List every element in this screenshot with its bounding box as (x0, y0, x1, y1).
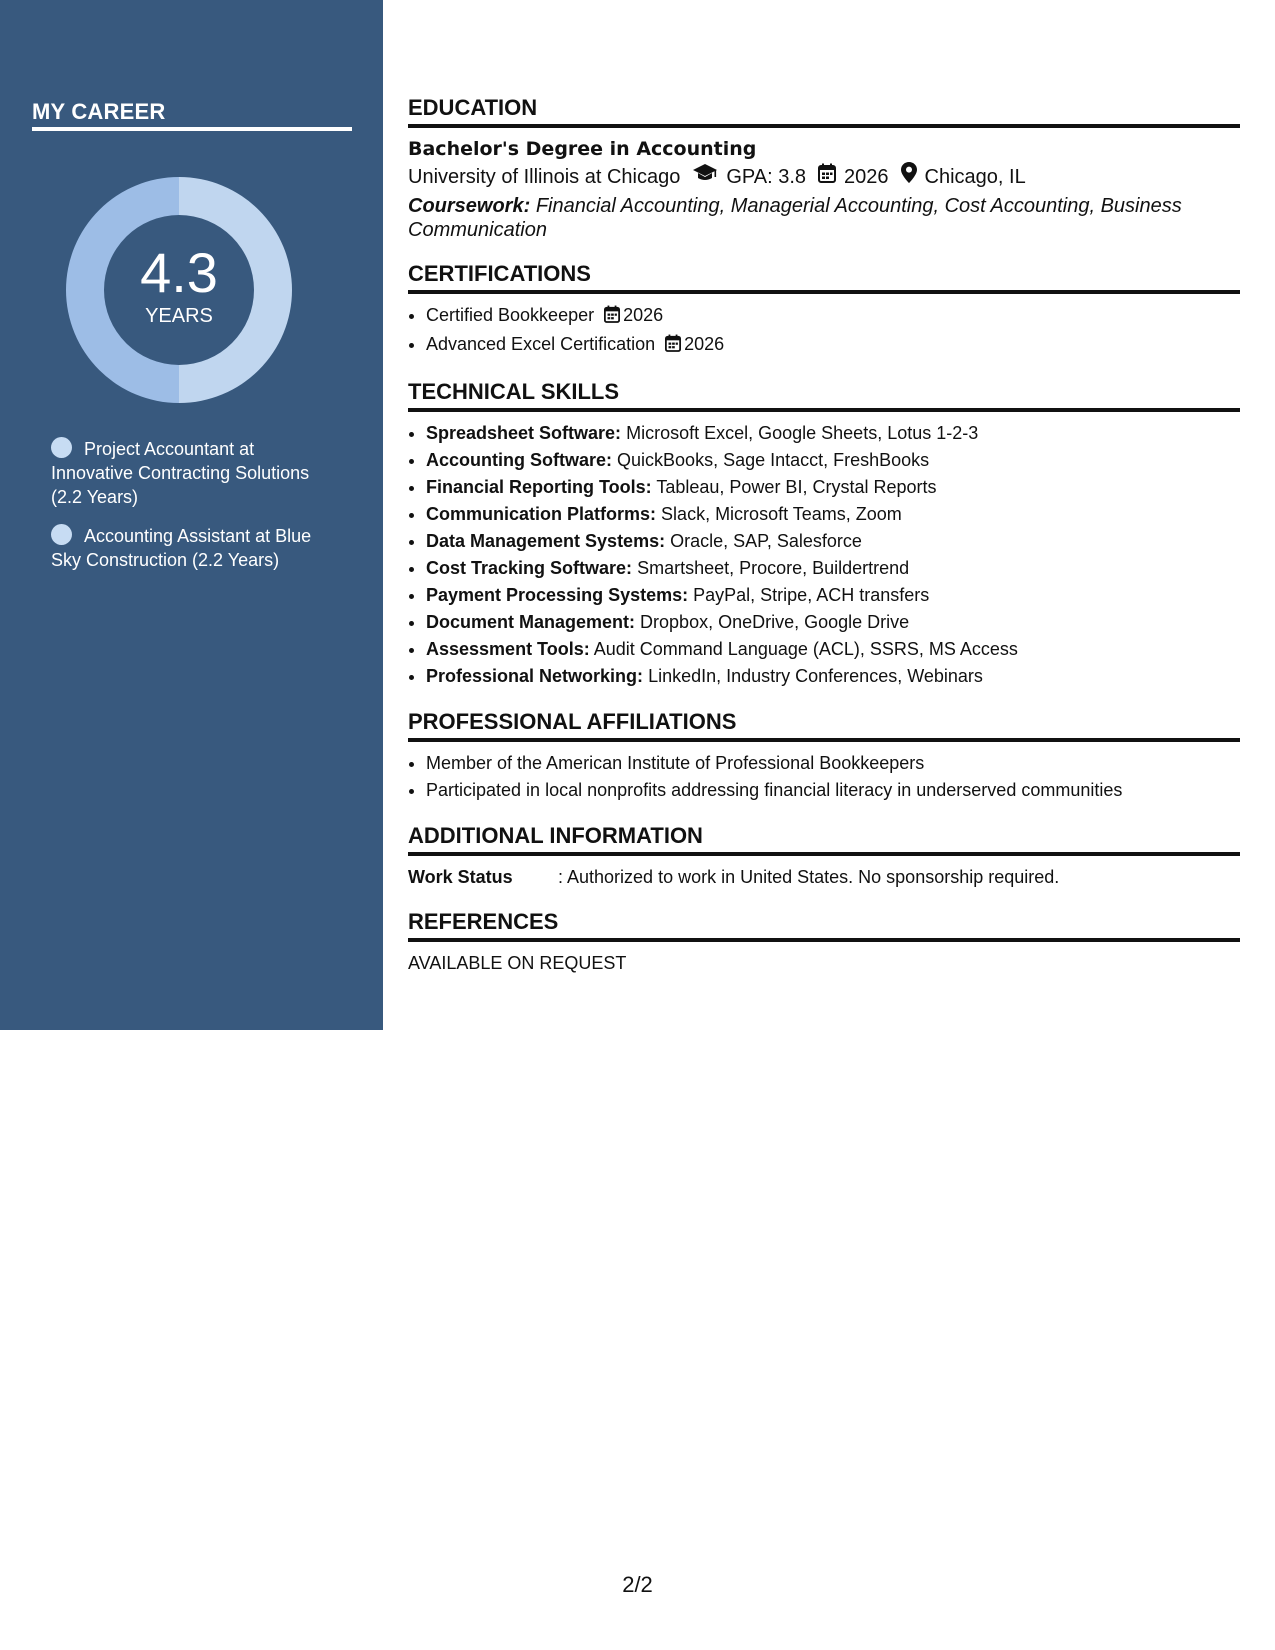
coursework (408, 194, 1240, 242)
main-content (408, 94, 1240, 994)
skill-label: Data Management Systems: (426, 531, 666, 551)
references-text: AVAILABLE ON REQUEST (408, 953, 627, 973)
graduation-year: 2026 (844, 166, 889, 188)
skill-label: Financial Reporting Tools: (426, 477, 652, 497)
certifications-title: CERTIFICATIONS (408, 260, 1240, 294)
list-item (426, 582, 1240, 609)
education-title: EDUCATION (408, 94, 1240, 128)
cert-name: Advanced Excel Certification (426, 334, 656, 354)
calendar-icon (665, 333, 681, 360)
degree-title: Bachelor's Degree in Accounting (408, 138, 757, 160)
skill-label: Spreadsheet Software: (426, 423, 622, 443)
gpa: GPA: 3.8 (726, 166, 807, 188)
career-item-text: Accounting Assistant at Blue Sky Construction (2.2 Years) (51, 526, 312, 570)
map-pin-icon (901, 162, 917, 192)
skill-value: LinkedIn, Industry Conferences, Webinars (648, 666, 983, 686)
skill-value: PayPal, Stripe, ACH transfers (693, 585, 930, 605)
additional-title: ADDITIONAL INFORMATION (408, 822, 1240, 856)
list-item (426, 331, 1240, 360)
skill-value: Smartsheet, Procore, Buildertrend (637, 558, 910, 578)
skills-list (408, 420, 1240, 690)
list-item (426, 663, 1240, 690)
graduation-cap-icon (692, 162, 718, 192)
list-item (426, 501, 1240, 528)
work-status-row (408, 864, 1240, 890)
skill-label: Assessment Tools: (426, 639, 590, 659)
list-item (426, 420, 1240, 447)
skill-value: Microsoft Excel, Google Sheets, Lotus 1-2-3 (626, 423, 979, 443)
sidebar (0, 0, 383, 1030)
career-dot-icon (51, 524, 72, 545)
skill-value: QuickBooks, Sage Intacct, FreshBooks (617, 450, 930, 470)
certifications-list (408, 302, 1240, 360)
list-item (426, 447, 1240, 474)
education-section (408, 94, 1240, 242)
skill-value: Oracle, SAP, Salesforce (670, 531, 862, 551)
references-title: REFERENCES (408, 908, 1240, 942)
skill-label: Professional Networking: (426, 666, 644, 686)
career-list (51, 437, 341, 587)
list-item (426, 528, 1240, 555)
list-item (426, 609, 1240, 636)
skills-title: TECHNICAL SKILLS (408, 378, 1240, 412)
skill-label: Accounting Software: (426, 450, 613, 470)
skill-value: Dropbox, OneDrive, Google Drive (640, 612, 910, 632)
additional-section (408, 822, 1240, 890)
list-item: • Participated in local nonprofits addressing financial literacy in underserved communities (426, 777, 1240, 804)
references-section (408, 908, 1240, 976)
skill-value: Slack, Microsoft Teams, Zoom (661, 504, 902, 524)
sidebar-heading: MY CAREER (32, 99, 352, 131)
cert-name: Certified Bookkeeper (426, 305, 595, 325)
career-donut (66, 177, 292, 403)
calendar-icon (818, 162, 836, 192)
skill-label: Document Management: (426, 612, 636, 632)
affiliations-section (408, 708, 1240, 804)
work-status-label: Work Status (408, 867, 513, 887)
work-status-value: : Authorized to work in United States. No sponsorship required. (558, 867, 1060, 887)
career-item (51, 524, 341, 572)
coursework-text: Financial Accounting, Managerial Accounting, Cost Accounting, Business Communication (408, 195, 1182, 241)
calendar-icon (604, 304, 620, 331)
affiliations-list (408, 750, 1240, 804)
skill-label: Payment Processing Systems: (426, 585, 689, 605)
affiliations-title: PROFESSIONAL AFFILIATIONS (408, 708, 1240, 742)
list-item: • Member of the American Institute of Professional Bookkeepers (426, 750, 1240, 777)
career-dot-icon (51, 437, 72, 458)
donut-center (66, 177, 292, 403)
education-details (408, 162, 1240, 192)
list-item (426, 555, 1240, 582)
skills-section (408, 378, 1240, 690)
cert-year: 2026 (623, 305, 664, 325)
career-item (51, 437, 341, 509)
cert-year: 2026 (684, 334, 725, 354)
school-name: University of Illinois at Chicago (408, 166, 681, 188)
skill-label: Communication Platforms: (426, 504, 657, 524)
career-item-text: Project Accountant at Innovative Contracting Solutions (2.2 Years) (51, 439, 310, 507)
total-years-value: 4.3 (140, 240, 218, 304)
skill-value: Tableau, Power BI, Crystal Reports (656, 477, 937, 497)
list-item (426, 474, 1240, 501)
skill-label: Cost Tracking Software: (426, 558, 633, 578)
page-number: 2/2 (622, 1572, 653, 1597)
list-item (426, 636, 1240, 663)
skill-value: Audit Command Language (ACL), SSRS, MS Access (593, 639, 1018, 659)
total-years-unit: YEARS (145, 304, 213, 327)
list-item (426, 302, 1240, 331)
coursework-label: Coursework: (408, 195, 531, 217)
school-location: Chicago, IL (924, 166, 1026, 188)
certifications-section (408, 260, 1240, 360)
